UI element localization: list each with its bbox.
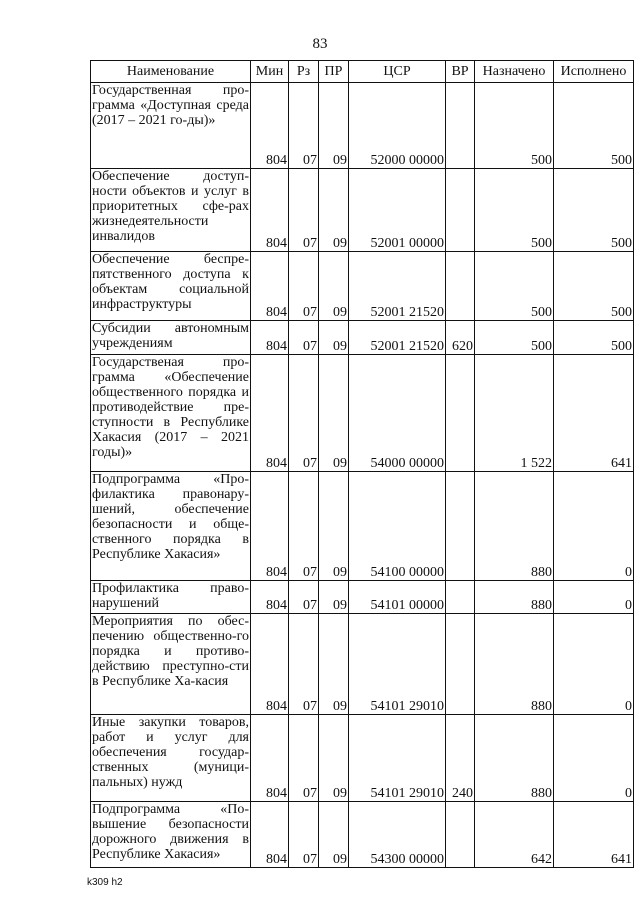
row-rz: 07	[289, 581, 319, 614]
footer-code: k309 h2	[87, 877, 123, 888]
row-name: Субсидии автономным учреждениям	[91, 321, 251, 355]
row-name: Обеспечение доступ-ности объектов и услуг в приоритетных сфе-рах жизнедеятельности инвалидов	[91, 169, 251, 252]
row-name: Мероприятия по обес-печению общественно-го порядка и противо-действию преступно-сти в Республике Ха-касия	[91, 614, 251, 715]
row-min: 804	[251, 472, 289, 581]
col-header-assigned: Назначено	[475, 61, 554, 83]
col-header-csr: ЦСР	[349, 61, 446, 83]
table-row	[91, 715, 634, 802]
row-vr	[446, 581, 475, 614]
row-executed: 500	[554, 83, 634, 169]
row-executed: 0	[554, 715, 634, 802]
row-name: Обеспечение беспре-пятственного доступа к объектам социальной инфраструктуры	[91, 252, 251, 321]
row-csr: 54100 00000	[349, 472, 446, 581]
row-rz: 07	[289, 802, 319, 868]
row-executed: 500	[554, 252, 634, 321]
budget-table	[90, 60, 634, 868]
row-pr: 09	[319, 472, 349, 581]
row-executed: 641	[554, 355, 634, 472]
row-csr: 52001 00000	[349, 169, 446, 252]
row-vr	[446, 802, 475, 868]
row-min: 804	[251, 715, 289, 802]
row-pr: 09	[319, 252, 349, 321]
row-assigned: 500	[475, 169, 554, 252]
table-row	[91, 321, 634, 355]
page-number: 83	[312, 36, 328, 52]
row-name: Иные закупки товаров, работ и услуг для обеспечения государ-ственных (муници-пальных) нужд	[91, 715, 251, 802]
row-vr	[446, 614, 475, 715]
row-rz: 07	[289, 715, 319, 802]
row-vr	[446, 169, 475, 252]
row-csr: 54101 00000	[349, 581, 446, 614]
row-pr: 09	[319, 715, 349, 802]
table-row	[91, 472, 634, 581]
row-assigned: 880	[475, 715, 554, 802]
row-csr: 54101 29010	[349, 614, 446, 715]
row-min: 804	[251, 83, 289, 169]
col-header-min: Мин	[251, 61, 289, 83]
col-header-name: Наименование	[91, 61, 251, 83]
row-executed: 0	[554, 472, 634, 581]
row-csr: 52001 21520	[349, 252, 446, 321]
row-csr: 52001 21520	[349, 321, 446, 355]
table-row	[91, 252, 634, 321]
row-vr	[446, 355, 475, 472]
col-header-executed: Исполнено	[554, 61, 634, 83]
row-assigned: 880	[475, 614, 554, 715]
col-header-rz: Рз	[289, 61, 319, 83]
row-name: Подпрограмма «По-вышение безопасности дорожного движения в Республике Хакасия»	[91, 802, 251, 868]
row-csr: 54300 00000	[349, 802, 446, 868]
row-assigned: 500	[475, 321, 554, 355]
row-vr	[446, 83, 475, 169]
row-name: Профилактика право-нарушений	[91, 581, 251, 614]
row-assigned: 880	[475, 472, 554, 581]
row-executed: 0	[554, 614, 634, 715]
row-vr	[446, 472, 475, 581]
row-rz: 07	[289, 169, 319, 252]
row-pr: 09	[319, 581, 349, 614]
table-row	[91, 169, 634, 252]
row-vr	[446, 252, 475, 321]
row-rz: 07	[289, 83, 319, 169]
table-row	[91, 83, 634, 169]
col-header-vr: ВР	[446, 61, 475, 83]
row-pr: 09	[319, 802, 349, 868]
header-row	[91, 61, 634, 83]
row-name: Государственая про-грамма «Обеспечение общественного порядка и противодействие пре-ступности в Республике Хакасия (2017 – 2021 годы)»	[91, 355, 251, 472]
row-rz: 07	[289, 355, 319, 472]
row-min: 804	[251, 321, 289, 355]
row-assigned: 500	[475, 252, 554, 321]
col-header-pr: ПР	[319, 61, 349, 83]
table-row	[91, 614, 634, 715]
row-assigned: 500	[475, 83, 554, 169]
row-executed: 500	[554, 169, 634, 252]
table-row	[91, 802, 634, 868]
row-rz: 07	[289, 472, 319, 581]
row-pr: 09	[319, 355, 349, 472]
row-assigned: 1 522	[475, 355, 554, 472]
row-min: 804	[251, 252, 289, 321]
row-min: 804	[251, 802, 289, 868]
row-executed: 500	[554, 321, 634, 355]
row-vr: 240	[446, 715, 475, 802]
row-csr: 54101 29010	[349, 715, 446, 802]
row-csr: 52000 00000	[349, 83, 446, 169]
row-pr: 09	[319, 614, 349, 715]
row-pr: 09	[319, 83, 349, 169]
row-rz: 07	[289, 321, 319, 355]
row-assigned: 880	[475, 581, 554, 614]
table-row	[91, 581, 634, 614]
row-pr: 09	[319, 169, 349, 252]
row-rz: 07	[289, 252, 319, 321]
row-rz: 07	[289, 614, 319, 715]
row-name: Государственная про-грамма «Доступная среда (2017 – 2021 го-ды)»	[91, 83, 251, 169]
row-vr: 620	[446, 321, 475, 355]
row-min: 804	[251, 355, 289, 472]
row-csr: 54000 00000	[349, 355, 446, 472]
table-row	[91, 355, 634, 472]
row-pr: 09	[319, 321, 349, 355]
row-min: 804	[251, 581, 289, 614]
row-min: 804	[251, 614, 289, 715]
row-executed: 0	[554, 581, 634, 614]
row-name: Подпрограмма «Про-филактика правонару-шений, обеспечение безопасности и обще-ственного порядка в Республике Хакасия»	[91, 472, 251, 581]
row-assigned: 642	[475, 802, 554, 868]
row-executed: 641	[554, 802, 634, 868]
row-min: 804	[251, 169, 289, 252]
